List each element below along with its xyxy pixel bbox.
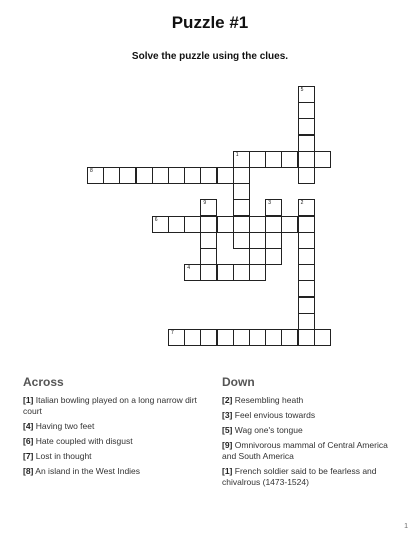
down-clue [222, 425, 402, 436]
crossword-cell[interactable] [184, 264, 201, 281]
crossword-cell[interactable] [265, 151, 282, 168]
clue-text: Hate coupled with disgust [35, 436, 133, 446]
cell-number: 5 [300, 87, 304, 93]
crossword-cell[interactable] [298, 313, 315, 330]
across-clue [23, 466, 198, 477]
page-subtitle: Solve the puzzle using the clues. [131, 51, 289, 62]
crossword-cell[interactable] [265, 199, 282, 216]
crossword-cell[interactable] [298, 151, 315, 168]
crossword-cell[interactable] [200, 329, 217, 346]
crossword-cell[interactable] [200, 167, 217, 184]
clue-text: Lost in thought [35, 451, 92, 461]
clue-number: [3] [222, 410, 233, 420]
crossword-cell[interactable] [249, 216, 266, 233]
crossword-cell[interactable] [184, 329, 201, 346]
clue-text: An island in the West Indies [35, 466, 141, 476]
crossword-cell[interactable] [265, 248, 282, 265]
crossword-cell[interactable] [265, 329, 282, 346]
down-clue [222, 466, 402, 488]
clue-number: [2] [222, 395, 233, 405]
cell-number: 4 [187, 265, 190, 272]
across-clue [23, 451, 198, 462]
crossword-cell[interactable] [233, 329, 250, 346]
across-clue [23, 436, 198, 447]
clue-text: Wag one's tongue [234, 425, 303, 435]
cell-number: 9 [203, 200, 207, 207]
crossword-cell[interactable] [233, 167, 250, 184]
across-clue [23, 421, 198, 432]
clue-text: Omnivorous mammal of Central America and South America [222, 440, 388, 461]
crossword-cell[interactable] [281, 329, 298, 346]
crossword-cell[interactable] [217, 329, 234, 346]
cell-number: 8 [90, 168, 93, 174]
crossword-cell[interactable] [233, 151, 250, 168]
cell-number: 1 [235, 151, 239, 158]
clue-number: [7] [23, 451, 34, 461]
crossword-cell[interactable] [168, 329, 185, 346]
crossword-cell[interactable] [152, 167, 169, 184]
down-clue-list [222, 395, 402, 488]
across-clue [23, 395, 198, 417]
clue-text: Having two feet [35, 421, 95, 431]
down-clue [222, 440, 402, 462]
crossword-cell[interactable] [249, 151, 266, 168]
clue-number: [4] [23, 421, 34, 431]
crossword-cell[interactable] [184, 167, 201, 184]
across-heading: Across [23, 375, 64, 389]
crossword-cell[interactable] [233, 216, 250, 233]
crossword-cell[interactable] [217, 264, 234, 281]
crossword-cell[interactable] [314, 329, 331, 346]
page-title: Puzzle #1 [171, 13, 249, 32]
crossword-cell[interactable] [298, 329, 315, 346]
crossword-cell[interactable] [249, 248, 266, 265]
crossword-cell[interactable] [103, 167, 120, 184]
clue-number: [1] [222, 466, 233, 476]
down-clues [222, 375, 402, 492]
crossword-cell[interactable] [233, 199, 250, 216]
crossword-cell[interactable] [298, 280, 315, 297]
crossword-cell[interactable] [217, 216, 234, 233]
page-number: 1 [404, 523, 408, 530]
crossword-cell[interactable] [298, 167, 315, 184]
crossword-cell[interactable] [298, 264, 315, 281]
crossword-cell[interactable] [152, 216, 169, 233]
crossword-cell[interactable] [233, 232, 250, 249]
crossword-cell[interactable] [265, 232, 282, 249]
crossword-cell[interactable] [217, 167, 234, 184]
clue-text: Resembling heath [234, 395, 304, 405]
clue-number: [1] [23, 395, 34, 405]
cell-number: 6 [154, 216, 158, 223]
crossword-cell[interactable] [184, 216, 201, 233]
cell-number: 3 [268, 200, 271, 207]
crossword-cell[interactable] [298, 135, 315, 152]
crossword-cell[interactable] [281, 151, 298, 168]
clue-number: [6] [23, 436, 34, 446]
down-clue [222, 395, 402, 406]
clue-number: [8] [23, 466, 34, 476]
crossword-cell[interactable] [233, 264, 250, 281]
across-clues [23, 375, 198, 481]
crossword-cell[interactable] [136, 167, 153, 184]
down-clue [222, 410, 402, 421]
crossword-cell[interactable] [233, 183, 250, 200]
crossword-cell[interactable] [200, 264, 217, 281]
crossword-cell[interactable] [298, 86, 315, 103]
crossword-cell[interactable] [298, 118, 315, 135]
across-clue-list [23, 395, 198, 477]
crossword-cell[interactable] [200, 199, 217, 216]
crossword-cell[interactable] [168, 216, 185, 233]
clue-number: [5] [222, 425, 233, 435]
crossword-cell[interactable] [298, 216, 315, 233]
clue-number: [9] [222, 440, 233, 450]
crossword-cell[interactable] [281, 216, 298, 233]
crossword-cell[interactable] [168, 167, 185, 184]
crossword-cell[interactable] [200, 232, 217, 249]
crossword-cell[interactable] [298, 297, 315, 314]
crossword-cell[interactable] [314, 151, 331, 168]
clue-text: Feel envious towards [234, 410, 316, 420]
crossword-cell[interactable] [87, 167, 104, 184]
crossword-cell[interactable] [200, 216, 217, 233]
crossword-cell[interactable] [298, 232, 315, 249]
clue-text: French soldier said to be fearless and chivalrous (1473-1524) [222, 466, 377, 487]
cell-number: 7 [171, 330, 174, 336]
clue-text: Italian bowling played on a long narrow dirt court [23, 395, 197, 416]
crossword-cell[interactable] [249, 264, 266, 281]
crossword-cell[interactable] [298, 248, 315, 265]
crossword-cell[interactable] [200, 248, 217, 265]
crossword-cell[interactable] [249, 329, 266, 346]
crossword-cell[interactable] [298, 199, 315, 216]
crossword-cell[interactable] [249, 232, 266, 249]
cell-number: 2 [300, 200, 304, 207]
crossword-cell[interactable] [119, 167, 136, 184]
crossword-cell[interactable] [265, 216, 282, 233]
crossword-cell[interactable] [298, 102, 315, 119]
down-heading: Down [222, 375, 255, 389]
